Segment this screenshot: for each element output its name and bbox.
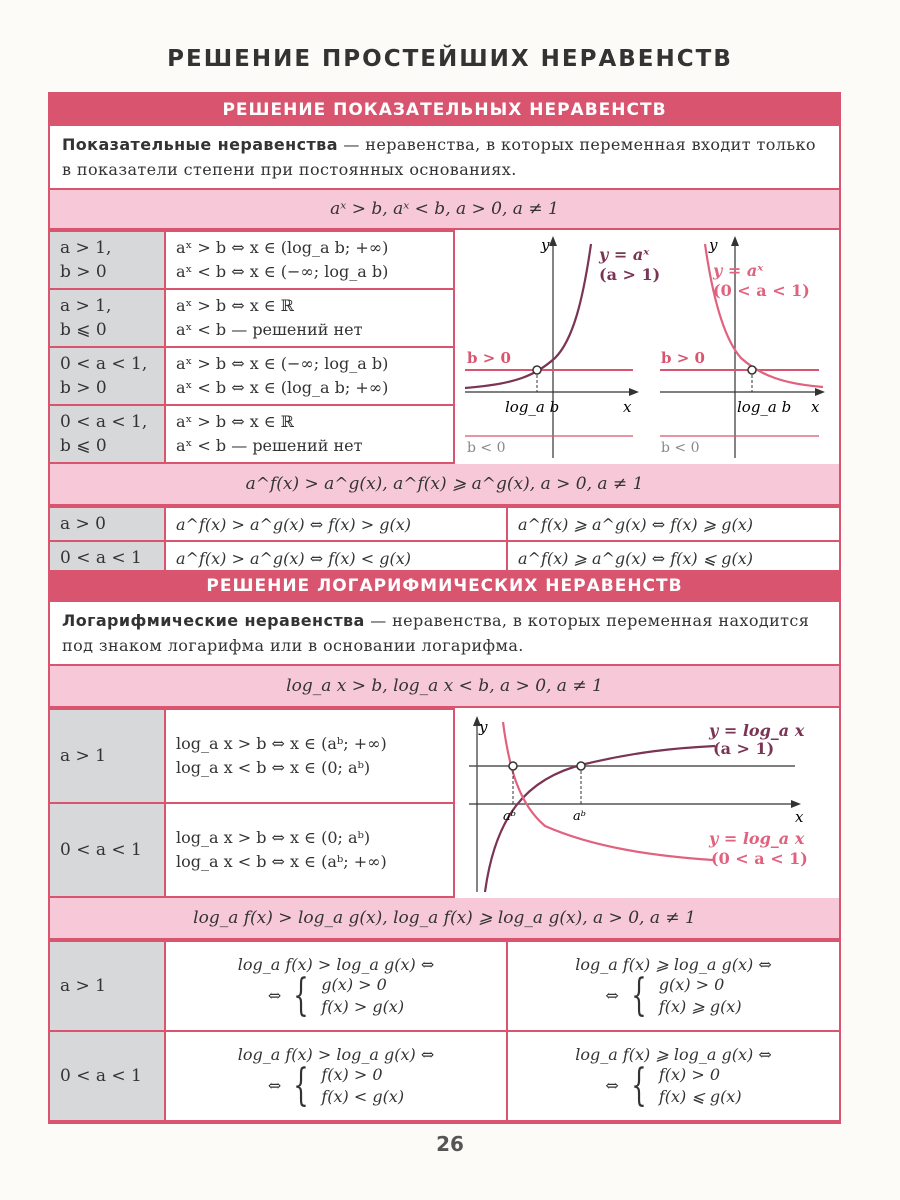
page-title: РЕШЕНИЕ ПРОСТЕЙШИХ НЕРАВЕНСТВ [167,46,733,72]
exp-definition: Показательные неравенства — неравенства, в которых переменная входит только в показатели степени при постоянных основаниях. [62,135,816,179]
svg-text:x: x [794,808,804,826]
log-func-table [48,940,841,1122]
table-row: a > 1, b > 0 aˣ > b ⇔ x ∈ (log_a b; +∞) aˣ < b ⇔ x ∈ (−∞; log_a b) [49,231,454,289]
table-row: 0 < a < 1 log_a f(x) > log_a g(x) ⇔ ⇔ { f(x) > 0 f(x) < g(x) log_a f(x) ⩾ log_a g(x) ⇔ ⇔ { f(x) > 0 f(x) ⩽ g(x) [49,1031,840,1121]
exponential-section [48,92,841,578]
svg-text:y: y [478,718,488,736]
log-band: РЕШЕНИЕ ЛОГАРИФМИЧЕСКИХ НЕРАВЕНСТВ [50,570,839,602]
svg-text:y: y [540,236,550,254]
svg-text:log_a b: log_a b [736,398,792,416]
log-definition: Логарифмические неравенства — неравенства, в которых переменная находится под знаком логарифма или в основании логарифма. [62,611,810,655]
log-general-form-2: log_a f(x) > log_a g(x), log_a f(x) ⩾ log_a g(x), a > 0, a ≠ 1 [50,898,839,940]
svg-text:(0 < a < 1): (0 < a < 1) [710,849,808,868]
table-row: 0 < a < 1 log_a x > b ⇔ x ∈ (0; aᵇ) log_a x < b ⇔ x ∈ (aᵇ; +∞) [49,803,454,897]
exp-graph-a-lt-1 [660,236,825,458]
exp-graphs [455,230,839,462]
page-number: 26 [436,1132,464,1156]
svg-text:y = aˣ: y = aˣ [712,261,764,280]
svg-text:log_a b: log_a b [504,398,560,416]
logarithmic-section [48,570,841,1124]
svg-text:aᵇ: aᵇ [502,809,516,824]
exp-band: РЕШЕНИЕ ПОКАЗАТЕЛЬНЫХ НЕРАВЕНСТВ [50,94,839,126]
svg-text:y = log_a x: y = log_a x [708,721,805,740]
svg-text:(a > 1): (a > 1) [712,739,775,758]
table-row: a > 1, b ⩽ 0 aˣ > b ⇔ x ∈ ℝ aˣ < b — решений нет [49,289,454,347]
svg-text:(a > 1): (a > 1) [598,265,661,284]
svg-text:b > 0: b > 0 [466,349,511,367]
svg-text:y = log_a x: y = log_a x [708,829,805,848]
svg-text:y: y [708,236,718,254]
table-row: 0 < a < 1, b > 0 aˣ > b ⇔ x ∈ (−∞; log_a b) aˣ < b ⇔ x ∈ (log_a b; +∞) [49,347,454,405]
exp-graph-a-gt-1 [465,236,660,458]
svg-text:b > 0: b > 0 [660,349,705,367]
log-general-form: log_a x > b, log_a x < b, a > 0, a ≠ 1 [50,664,839,708]
svg-text:b < 0: b < 0 [660,440,700,456]
svg-text:x: x [622,398,632,416]
table-row: 0 < a < 1 a^f(x) > a^g(x) ⇔ f(x) < g(x) a^f(x) ⩾ a^g(x) ⇔ f(x) ⩽ g(x) [49,541,840,575]
table-row: a > 0 a^f(x) > a^g(x) ⇔ f(x) > g(x) a^f(x) ⩾ a^g(x) ⇔ f(x) ⩾ g(x) [49,507,840,541]
svg-text:b < 0: b < 0 [466,440,506,456]
exp-general-form: aˣ > b, aˣ < b, a > 0, a ≠ 1 [50,188,839,230]
svg-text:aᵇ: aᵇ [572,809,586,824]
exp-cases-table [48,230,455,464]
table-row: a > 1 log_a x > b ⇔ x ∈ (aᵇ; +∞) log_a x < b ⇔ x ∈ (0; aᵇ) [49,709,454,803]
exp-func-table [48,506,841,576]
table-row: a > 1 log_a f(x) > log_a g(x) ⇔ ⇔ { g(x) > 0 f(x) > g(x) log_a f(x) ⩾ log_a g(x) ⇔ ⇔ { g(x) > 0 f(x) ⩾ g(x) [49,941,840,1031]
svg-text:y = aˣ: y = aˣ [598,245,650,264]
svg-text:(0 < a < 1): (0 < a < 1) [712,281,810,300]
log-cases-table [48,708,455,898]
svg-text:x: x [810,398,820,416]
log-graph [455,708,839,896]
table-row: 0 < a < 1, b ⩽ 0 aˣ > b ⇔ x ∈ ℝ aˣ < b — решений нет [49,405,454,463]
exp-general-form-2: a^f(x) > a^g(x), a^f(x) ⩾ a^g(x), a > 0, a ≠ 1 [50,464,839,506]
